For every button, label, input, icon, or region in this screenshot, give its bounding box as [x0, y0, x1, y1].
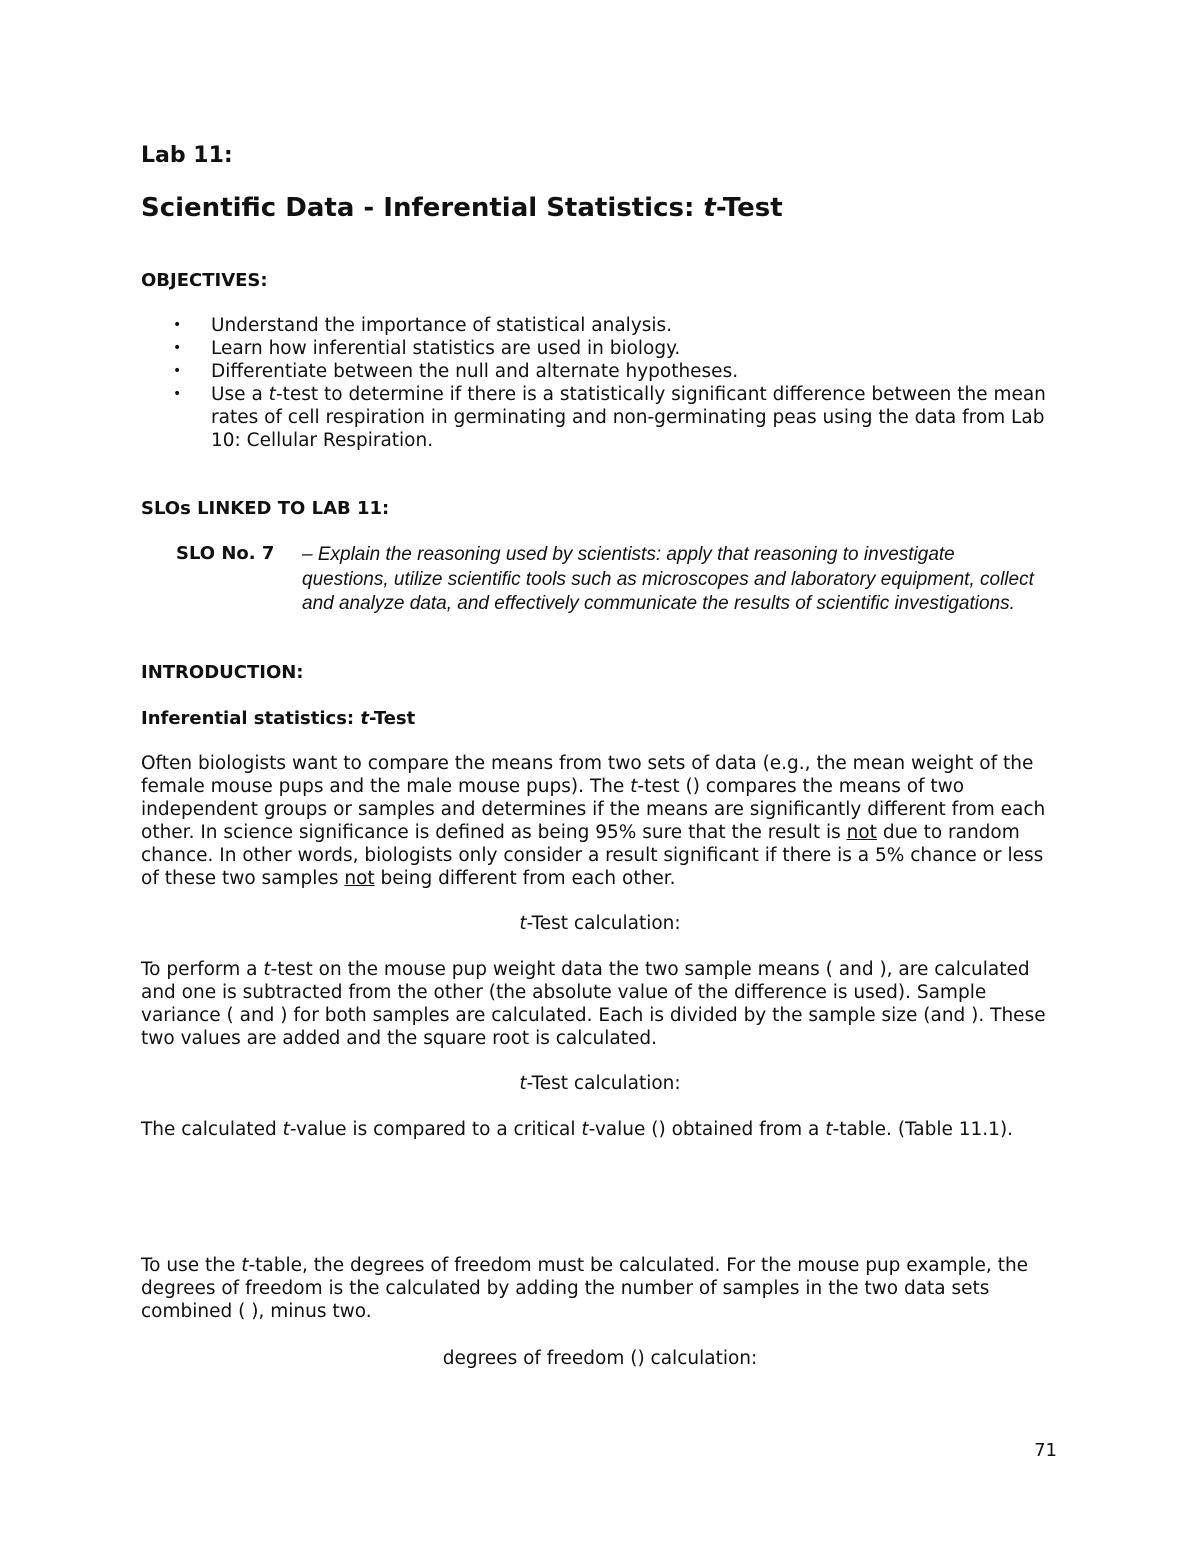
calc2-text: -Test calculation:: [526, 1073, 681, 1094]
p2-t: t: [263, 959, 271, 980]
objective-text: Learn how inferential statistics are used in biology.: [211, 338, 681, 359]
objective-text-post: -test to determine if there is a statistically significant difference between the mean rates of cell respiration in germinating and non-germinating peas using the data from Lab 10: Cellular Respiration.: [211, 384, 1046, 451]
objective-text-t: t: [268, 384, 276, 405]
slo-description-text: – Explain the reasoning used by scientists: apply that reasoning to investigate questions, utilize scientific tools such as microscopes and laboratory equipment, collect and analyze data, and effectively communicate the results of scientific investigations.: [302, 544, 1034, 614]
p3-text-c: -value () obtained from a: [588, 1119, 826, 1140]
p2-text-a: To perform a: [141, 959, 264, 980]
intro-paragraph-1: [141, 752, 1061, 890]
t-test-calculation-label-1: [0, 912, 1200, 935]
lab-title-part2: -Test: [715, 193, 783, 223]
p1-t: t: [630, 776, 638, 797]
subheading-t: t: [360, 708, 369, 729]
p3-t3: t: [825, 1119, 833, 1140]
p1-text-b: -test () compares the means of two independent groups or samples and determines if the means are significantly different from each other. In science significance is defined as being 95% sure that the result is: [141, 776, 1046, 843]
p3-text-b: -value is compared to a critical: [289, 1119, 582, 1140]
bullet-icon: •: [173, 386, 182, 402]
subheading-post: -Test: [369, 708, 416, 729]
objective-item: [171, 314, 1071, 337]
objective-item: [171, 360, 1071, 383]
objective-text: Understand the importance of statistical analysis.: [211, 315, 673, 336]
objective-text-pre: Use a: [211, 384, 269, 405]
calc1-text: -Test calculation:: [526, 913, 681, 934]
p1-not-underlined-2: not: [344, 868, 375, 889]
p2-text-b: -test on the mouse pup weight data the two sample means ( and ), are calculated and one is subtracted from the other (the absolute value of the difference is used). Sample variance ( and ) for both samples are calculated. Each is divided by the sample size (and ). These two values are added and the square root is calculated.: [141, 959, 1046, 1049]
objective-item: [171, 383, 1071, 452]
intro-paragraph-2: [141, 958, 1061, 1050]
p3-text-a: The calculated: [141, 1119, 283, 1140]
bullet-icon: •: [173, 363, 182, 379]
calc1-t: t: [519, 913, 527, 934]
slo-description: [302, 543, 1042, 617]
objectives-heading: OBJECTIVES:: [141, 270, 268, 291]
lab-title-part1: Scientific Data - Inferential Statistics:: [141, 193, 704, 223]
degrees-of-freedom-label: degrees of freedom () calculation:: [442, 1348, 758, 1369]
p1-text-a: Often biologists want to compare the means from two sets of data (e.g., the mean weight of the female mouse pups and the male mouse pups). The: [141, 753, 1034, 797]
p1-text-c: due to random chance. In other words, biologists only consider a result significant if there is a 5% chance or less of these two samples: [141, 822, 1044, 889]
p3-text-d: -table. (Table 11.1).: [832, 1119, 1014, 1140]
objective-text: Differentiate between the null and alternate hypotheses.: [211, 361, 739, 382]
p3-t2: t: [581, 1119, 589, 1140]
intro-paragraph-4: [141, 1254, 1061, 1323]
slo-label: SLO No. 7: [176, 543, 275, 564]
p4-text-b: -table, the degrees of freedom must be calculated. For the mouse pup example, the degrees of freedom is the calculated by adding the number of samples in the two data sets combined ( ), minus two.: [141, 1255, 1029, 1322]
lab-title-t: t: [703, 193, 716, 223]
lab-number: Lab 11:: [141, 143, 233, 168]
calc2-t: t: [519, 1073, 527, 1094]
p1-not-underlined: not: [846, 822, 877, 843]
p3-t1: t: [282, 1119, 290, 1140]
t-test-calculation-label-2: [0, 1072, 1200, 1095]
bullet-icon: •: [173, 317, 182, 333]
lab-title: [141, 193, 783, 223]
objective-item: [171, 337, 1071, 360]
p1-text-d: being different from each other.: [374, 868, 676, 889]
subheading-pre: Inferential statistics:: [141, 708, 361, 729]
objectives-list: [171, 314, 1071, 452]
intro-paragraph-3: [141, 1118, 1061, 1141]
p4-text-a: To use the: [141, 1255, 242, 1276]
bullet-icon: •: [173, 340, 182, 356]
page-number: 71: [1034, 1440, 1057, 1461]
intro-subheading: [141, 708, 415, 729]
introduction-heading: INTRODUCTION:: [141, 662, 304, 683]
p4-t: t: [241, 1255, 249, 1276]
slos-heading: SLOs LINKED TO LAB 11:: [141, 498, 390, 519]
